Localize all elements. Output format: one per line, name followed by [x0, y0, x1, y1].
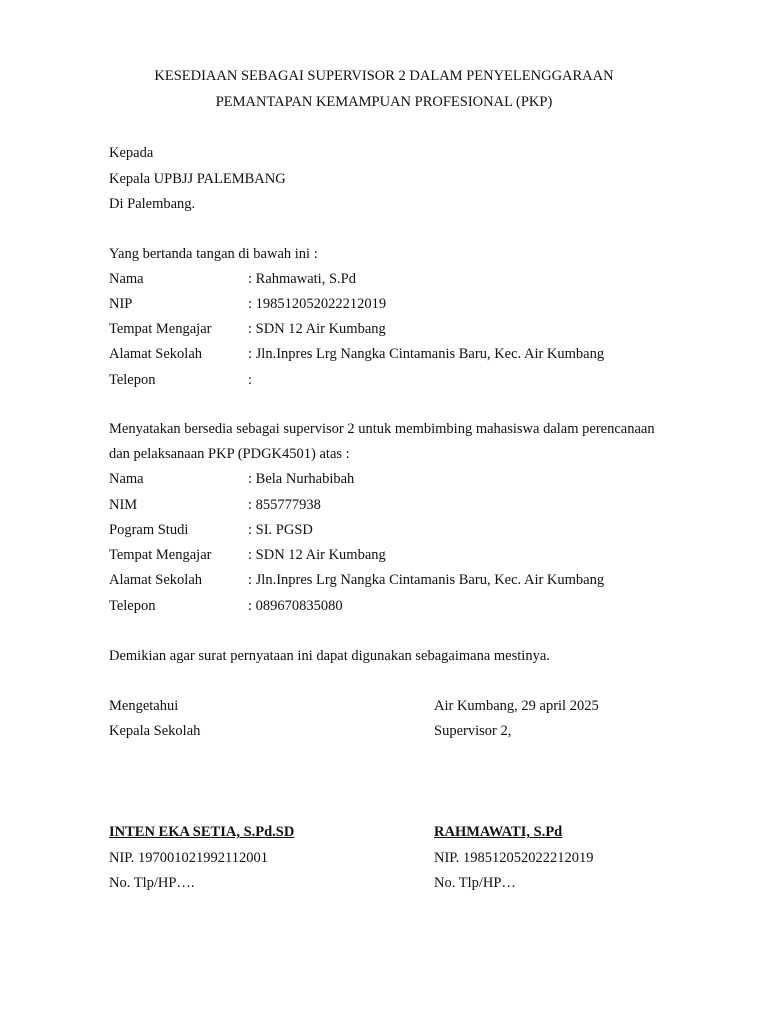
signer-value-nama: : Rahmawati, S.Pd: [248, 271, 356, 287]
right-sign-nip: NIP. 198512052022212019: [434, 850, 594, 866]
signer-label-tempat: Tempat Mengajar: [109, 321, 212, 337]
right-sign-line-1: Air Kumbang, 29 april 2025: [434, 698, 599, 714]
right-sign-phone: No. Tlp/HP…: [434, 875, 516, 891]
student-label-prodi: Pogram Studi: [109, 522, 189, 538]
recipient-line-2: Kepala UPBJJ PALEMBANG: [109, 171, 286, 187]
signer-label-nip: NIP: [109, 296, 133, 312]
student-label-telepon: Telepon: [109, 598, 156, 614]
recipient-line-1: Kepada: [109, 145, 154, 161]
right-sign-name: RAHMAWATI, S.Pd: [434, 824, 563, 840]
student-value-nama: : Bela Nurhabibah: [248, 471, 355, 487]
signer-value-tempat: : SDN 12 Air Kumbang: [248, 321, 386, 337]
signer-value-nip: : 198512052022212019: [248, 296, 387, 312]
student-value-tempat: : SDN 12 Air Kumbang: [248, 547, 386, 563]
statement-line-1: Menyatakan bersedia sebagai supervisor 2 untuk membimbing mahasiswa dalam perencanaan: [109, 421, 655, 437]
student-value-telepon: : 089670835080: [248, 598, 343, 614]
student-label-tempat: Tempat Mengajar: [109, 547, 212, 563]
left-sign-line-2: Kepala Sekolah: [109, 723, 201, 739]
recipient-line-3: Di Palembang.: [109, 196, 196, 212]
signer-label-alamat: Alamat Sekolah: [109, 346, 203, 362]
left-sign-nip: NIP. 197001021992112001: [109, 850, 268, 866]
title-line-1: KESEDIAAN SEBAGAI SUPERVISOR 2 DALAM PENYELENGGARAAN: [154, 68, 614, 84]
signer-label-nama: Nama: [109, 271, 144, 287]
statement-line-2: dan pelaksanaan PKP (PDGK4501) atas :: [109, 446, 350, 462]
left-sign-phone: No. Tlp/HP….: [109, 875, 195, 891]
signer-label-telepon: Telepon: [109, 372, 156, 388]
student-value-alamat: : Jln.Inpres Lrg Nangka Cintamanis Baru, Kec. Air Kumbang: [248, 572, 605, 588]
right-sign-line-2: Supervisor 2,: [434, 723, 512, 739]
student-value-prodi: : SI. PGSD: [248, 522, 313, 538]
title-line-2: PEMANTAPAN KEMAMPUAN PROFESIONAL (PKP): [215, 94, 553, 110]
closing-statement: Demikian agar surat pernyataan ini dapat digunakan sebagaimana mestinya.: [109, 648, 550, 664]
student-label-nim: NIM: [109, 497, 138, 513]
student-label-alamat: Alamat Sekolah: [109, 572, 203, 588]
signer-value-telepon: :: [248, 372, 253, 388]
left-sign-line-1: Mengetahui: [109, 698, 179, 714]
student-label-nama: Nama: [109, 471, 144, 487]
signer-intro: Yang bertanda tangan di bawah ini :: [109, 246, 318, 262]
student-value-nim: : 855777938: [248, 497, 321, 513]
signer-value-alamat: : Jln.Inpres Lrg Nangka Cintamanis Baru, Kec. Air Kumbang: [248, 346, 605, 362]
left-sign-name: INTEN EKA SETIA, S.Pd.SD: [109, 824, 295, 840]
